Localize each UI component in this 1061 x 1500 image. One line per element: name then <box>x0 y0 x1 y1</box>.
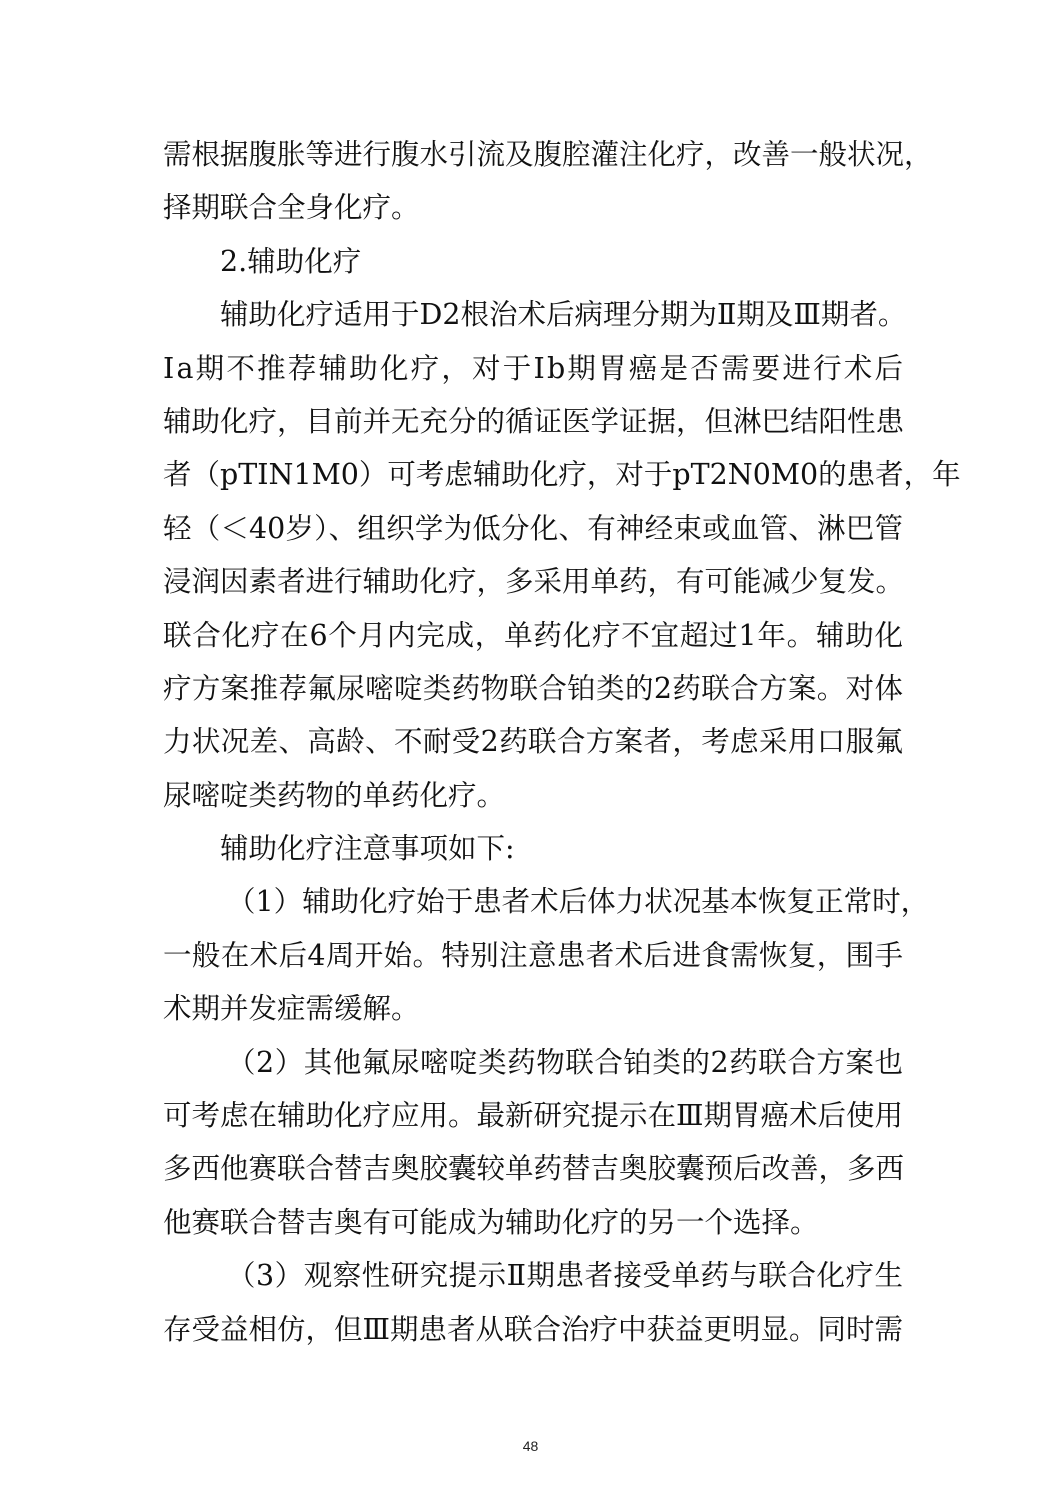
text-line: 疗方案推荐氟尿嘧啶类药物联合铂类的2药联合方案。对体 <box>163 671 903 705</box>
text-line: 可考虑在辅助化疗应用。最新研究提示在Ⅲ期胃癌术后使用 <box>163 1099 903 1133</box>
text-line: 术期并发症需缓解。 <box>163 992 420 1026</box>
text-line: 需根据腹胀等进行腹水引流及腹腔灌注化疗，改善一般状况， <box>163 138 933 171</box>
text-line: 存受益相仿，但Ⅲ期患者从联合治疗中获益更明显。同时需 <box>163 1312 903 1346</box>
text-line: 浸润因素者进行辅助化疗，多采用单药，有可能减少复发。 <box>163 565 905 599</box>
text-line: 联合化疗在6个月内完成，单药化疗不宜超过1年。辅助化 <box>163 618 903 652</box>
list-item: （2）其他氟尿嘧啶类药物联合铂类的2药联合方案也 <box>227 1045 903 1079</box>
text-line: 择期联合全身化疗。 <box>163 191 420 225</box>
text-line: 尿嘧啶类药物的单药化疗。 <box>163 778 506 812</box>
section-heading: 2.辅助化疗 <box>220 244 362 278</box>
body-text <box>163 128 961 1356</box>
text-line: 他赛联合替吉奥有可能成为辅助化疗的另一个选择。 <box>163 1205 819 1239</box>
text-line: 辅助化疗注意事项如下: <box>220 832 515 866</box>
list-item: （3）观察性研究提示Ⅱ期患者接受单药与联合化疗生 <box>227 1259 903 1293</box>
text-line: 辅助化疗，目前并无充分的循证医学证据，但淋巴结阳性患 <box>163 404 905 438</box>
text-line: 一般在术后4周开始。特别注意患者术后进食需恢复，围手 <box>163 938 903 972</box>
text-line: 辅助化疗适用于D2根治术后病理分期为Ⅱ期及Ⅲ期者。 <box>220 298 907 332</box>
text-line: Ⅰa期不推荐辅助化疗，对于Ⅰb期胃癌是否需要进行术后 <box>163 351 903 385</box>
text-line: 多西他赛联合替吉奥胶囊较单药替吉奥胶囊预后改善，多西 <box>163 1152 905 1186</box>
text-line: 者（pTIN1M0）可考虑辅助化疗，对于pT2N0M0的患者，年 <box>163 458 961 492</box>
text-line: 轻（＜40岁）、组织学为低分化、有神经束或血管、淋巴管 <box>163 511 903 545</box>
text-line: 力状况差、高龄、不耐受2药联合方案者，考虑采用口服氟 <box>163 725 903 759</box>
page-number: 48 <box>522 1438 539 1454</box>
list-item: （1）辅助化疗始于患者术后体力状况基本恢复正常时， <box>227 885 930 919</box>
